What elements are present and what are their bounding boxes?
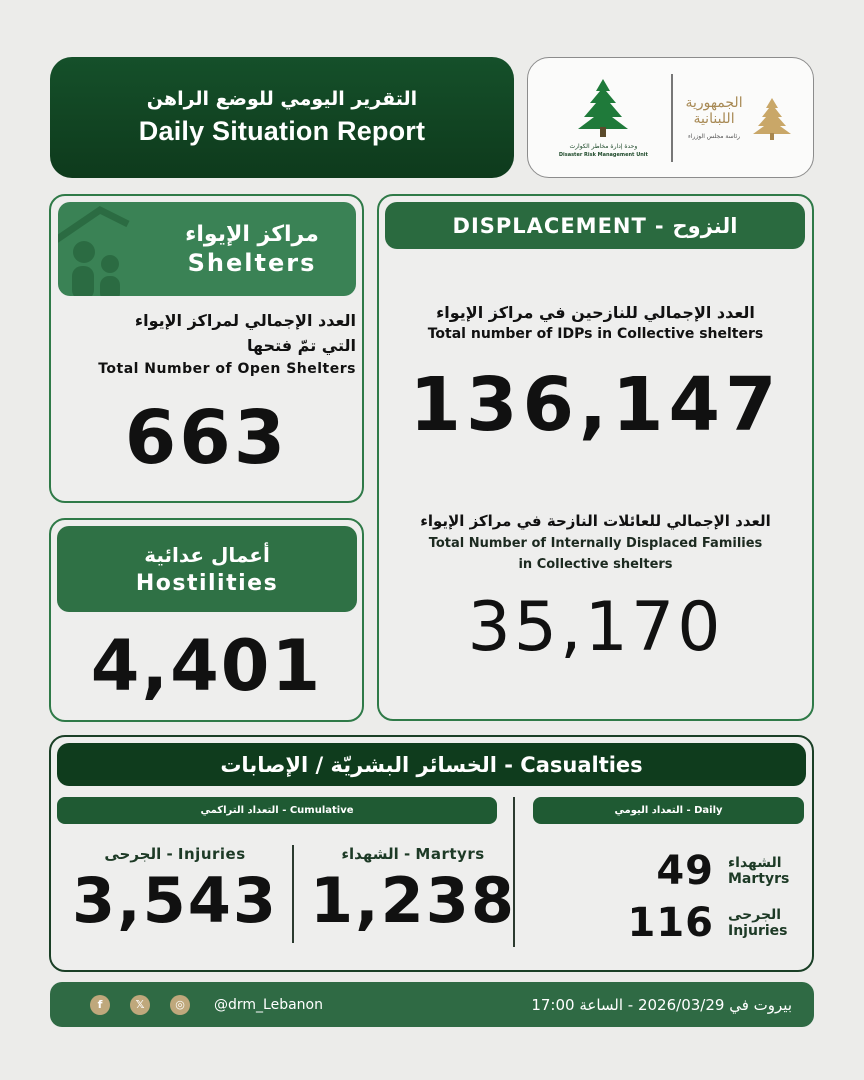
republic-logo (685, 95, 792, 140)
daily-injuries-label-ar: الجرحى (728, 907, 782, 923)
drm-caption-ar: وحدة إدارة مخاطر الكوارث (569, 143, 638, 150)
cumulative-injuries-label: الجرحى - Injuries (104, 845, 246, 863)
republic-text (685, 95, 742, 140)
daily-injuries-value: 116 (627, 900, 714, 946)
daily-martyrs-value: 49 (656, 848, 714, 894)
cumulative-injuries-value: 3,543 (71, 864, 279, 937)
cumulative-divider (292, 845, 294, 943)
x-icon[interactable]: 𝕏 (130, 995, 150, 1015)
hostilities-heading-ar: أعمال عدائية (144, 542, 270, 567)
hostilities-heading-en: Hostilities (135, 570, 279, 596)
cumulative-injuries (60, 845, 290, 936)
social-links (90, 995, 323, 1015)
report-title-ar: التقرير اليومي للوضع الراهن (146, 88, 418, 110)
daily-martyrs-label-ar: الشهداء (728, 855, 782, 871)
shelters-heading-en: Shelters (187, 248, 317, 277)
cumulative-heading: التعداد التراكمي - Cumulative (57, 797, 497, 824)
daily-injuries (540, 900, 800, 946)
logos-panel (527, 57, 814, 178)
daily-injuries-label-en: Injuries (728, 923, 788, 939)
drm-logo (548, 77, 658, 158)
daily-martyrs (540, 848, 800, 894)
footer-bar (50, 982, 814, 1027)
republic-line1: الجمهورية (685, 95, 743, 111)
shelters-desc-en: Total Number of Open Shelters (98, 361, 356, 377)
hostilities-heading (57, 526, 357, 612)
logo-divider (671, 74, 673, 162)
report-title-banner (50, 57, 514, 178)
shelters-desc-ar-line2: التي تمّ فتحها (246, 336, 356, 355)
daily-martyrs-labels (728, 855, 800, 887)
casualties-heading: الخسائر البشريّة / الإصابات - Casualties (57, 743, 806, 786)
cedar-tree-gold-icon (751, 96, 793, 140)
shelters-heading-ar: مراكز الإيواء (185, 221, 319, 247)
shelters-value: 663 (124, 395, 289, 481)
social-handle[interactable]: @drm_Lebanon (214, 996, 323, 1013)
cumulative-martyrs (298, 845, 528, 936)
hostilities-value: 4,401 (90, 625, 323, 707)
families-label-en-line2: in Collective shelters (518, 557, 673, 572)
daily-martyrs-label-en: Martyrs (728, 871, 790, 887)
facebook-icon[interactable]: f (90, 995, 110, 1015)
displacement-heading-en: DISPLACEMENT (452, 213, 647, 238)
daily-heading: التعداد اليومي - Daily (533, 797, 804, 824)
shelter-house-family-icon (58, 202, 158, 296)
daily-injuries-labels (728, 907, 800, 939)
shelters-desc-ar-line1: العدد الإجمالي لمراكز الإيواء (134, 311, 356, 330)
families-label-en-line1: Total Number of Internally Displaced Families (428, 536, 763, 551)
report-date-time: بيروت في 2026/03/29 - الساعة 17:00 (531, 995, 792, 1014)
idps-label-ar: العدد الإجمالي للنازحين في مراكز الإيواء (436, 303, 755, 322)
families-label (377, 512, 814, 572)
displacement-heading-sep: - (654, 213, 665, 238)
families-value: 35,170 (467, 588, 724, 667)
republic-line2: اللبنانية (693, 111, 735, 127)
families-label-ar: العدد الإجمالي للعائلات النازحة في مراكز الإيواء (420, 512, 771, 530)
instagram-icon[interactable]: ◎ (170, 995, 190, 1015)
shelters-description (58, 308, 356, 377)
displacement-heading-ar: النزوح (672, 213, 738, 238)
idps-label-en: Total number of IDPs in Collective shelters (427, 326, 764, 342)
report-title-en: Daily Situation Report (138, 116, 426, 146)
drm-caption-en: Disaster Risk Management Unit (558, 152, 648, 158)
republic-sub: رئاسة مجلس الوزراء (688, 133, 741, 140)
idps-value: 136,147 (409, 362, 782, 448)
cedar-tree-green-icon (574, 77, 632, 139)
displacement-heading (385, 202, 805, 249)
cumulative-martyrs-label: الشهداء - Martyrs (341, 845, 485, 863)
cumulative-martyrs-value: 1,238 (309, 864, 517, 937)
idps-label (377, 303, 814, 342)
